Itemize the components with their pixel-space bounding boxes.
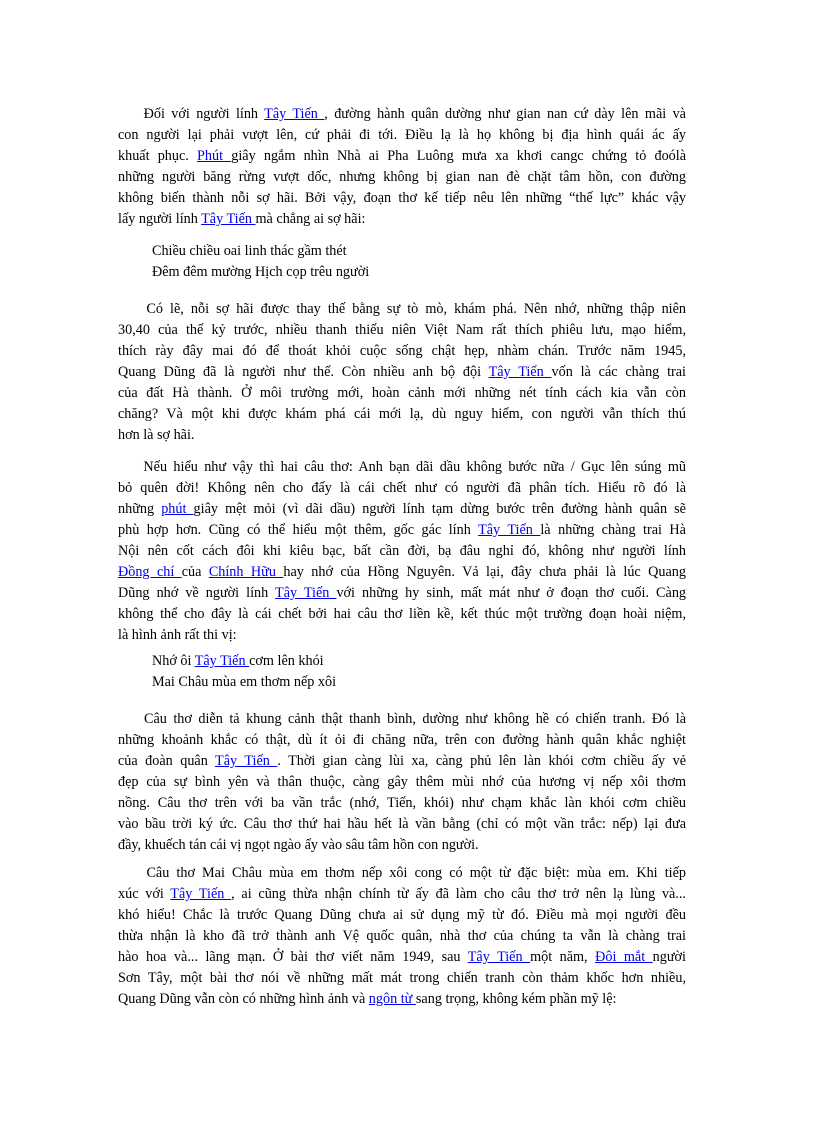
text-line xyxy=(118,905,686,926)
inline-link[interactable]: Tây Tiến xyxy=(467,949,531,965)
paragraph xyxy=(118,709,686,856)
text-line xyxy=(118,425,686,446)
paragraph xyxy=(118,457,686,646)
inline-link[interactable]: Đồng chí xyxy=(118,564,182,580)
text-run: giây mệt mỏi (vì dãi dầu) người lính tạm dừng bước trên đường hành quân sẽ xyxy=(193,501,686,517)
text-line xyxy=(118,362,686,383)
text-run: vào bầu trời ký ức. Câu thơ thứ hai hầu hết là vần bằng (chỉ có một vần trắc: nếp) lại đưa xyxy=(118,816,686,832)
text-run: sang trọng, không kém phần mỹ lệ: xyxy=(415,991,617,1007)
text-run: Nếu hiểu như vậy thì hai câu thơ: Anh bạn dãi dầu không bước nữa / Gục lên súng mũ xyxy=(118,459,686,475)
text-run: . Thời gian càng lùi xa, càng phủ lên làn khói cơm chiều ấy vẻ xyxy=(277,753,686,769)
text-line xyxy=(118,167,686,188)
text-line xyxy=(118,520,686,541)
inline-link[interactable]: Tây Tiến xyxy=(215,753,278,769)
text-run: 30,40 của thế kỷ trước, nhiều thanh thiếu niên Việt Nam rất thích phiêu lưu, mạo hiểm, xyxy=(118,322,686,338)
text-run: Có lẽ, nỗi sợ hãi được thay thế bằng sự tò mò, khám phá. Nên nhớ, những thập niên xyxy=(118,301,686,317)
text-run: một năm, xyxy=(530,949,596,965)
text-run: Đêm đêm mường Hịch cọp trêu người xyxy=(152,264,370,280)
text-line xyxy=(118,604,686,625)
paragraph xyxy=(118,104,686,230)
text-run: là hình ảnh rất thi vị: xyxy=(118,627,237,643)
text-line xyxy=(152,672,336,693)
text-run: chăng? Và một khi được khám phá cái mới lạ, dù nguy hiểm, con người vẫn thích thú xyxy=(118,406,686,422)
text-run: lấy người lính xyxy=(118,211,202,227)
poem-verse xyxy=(152,651,336,693)
text-run: của xyxy=(181,564,209,580)
text-line xyxy=(118,404,686,425)
text-run: bỏ quên đời! Không nên cho đấy là cái chết như có người đã phân tích. Hiểu rõ đó là xyxy=(118,480,686,496)
text-line xyxy=(118,968,686,989)
text-run: những xyxy=(118,501,162,517)
text-run: của đất Hà thành. Ở môi trường mới, hoàn cảnh mới những nét tính cách kia vẫn còn xyxy=(118,385,686,401)
text-run: với những hy sinh, mất mát như ở đoạn thơ cuối. Càng xyxy=(336,585,687,601)
text-run: Mai Châu mùa em thơm nếp xôi xyxy=(152,674,337,690)
text-line xyxy=(118,814,686,835)
text-run: khó hiểu! Chắc là trước Quang Dũng chưa ai sử dụng mỹ từ đó. Điều mà mọi người đều xyxy=(118,907,686,923)
text-run: không biến thành nỗi sợ hãi. Bởi vậy, đoạn thơ kế tiếp nêu lên những “thế lực” khác vậy xyxy=(118,190,686,206)
text-run: giây ngắm nhìn Nhà ai Pha Luông mưa xa khơi cangc chứng tỏ đoólà xyxy=(231,148,686,164)
text-line xyxy=(118,835,686,856)
inline-link[interactable]: Tây Tiến xyxy=(275,585,337,601)
inline-link[interactable]: Tây Tiến xyxy=(201,211,256,227)
text-line xyxy=(118,989,686,1010)
text-line xyxy=(118,863,686,884)
poem-verse xyxy=(152,241,369,283)
text-line xyxy=(118,947,686,968)
text-run: người xyxy=(652,949,686,965)
text-run: Quang Dũng vẫn còn có những hình ảnh và xyxy=(118,991,369,1007)
text-line xyxy=(118,541,686,562)
paragraph xyxy=(118,299,686,446)
text-run: xúc với xyxy=(118,886,171,902)
text-line xyxy=(152,241,369,262)
text-line xyxy=(118,457,686,478)
text-line xyxy=(152,651,336,672)
text-run: vốn là các chàng trai xyxy=(551,364,686,380)
text-run: Câu thơ diễn tả khung cảnh thật thanh bình, dường như không hề có chiến tranh. Đó là xyxy=(118,711,686,727)
text-run: , đường hành quân dường như gian nan cứ dày lên mãi và xyxy=(324,106,686,122)
text-run: thích rày đây mai đó để thoát khỏi cuộc sống chật hẹp, nhàm chán. Trước năm 1945, xyxy=(118,343,686,359)
text-line xyxy=(152,262,369,283)
text-line xyxy=(118,125,686,146)
text-run: Nhớ ôi xyxy=(152,653,195,669)
text-run: Sơn Tây, một bài thơ nói về những mất mát trong chiến tranh còn thảm khốc hơn nhiều, xyxy=(118,970,686,986)
text-line xyxy=(118,299,686,320)
text-line xyxy=(118,583,686,604)
text-line xyxy=(118,625,686,646)
text-line xyxy=(118,104,686,125)
paragraph xyxy=(118,863,686,1010)
inline-link[interactable]: Phút xyxy=(197,148,232,164)
text-run: đầy, khuếch tán cái vị ngọt ngào ấy vào sâu tâm hồn con người. xyxy=(118,837,479,853)
text-run: những khoảnh khắc có thật, dù ít ỏi đi chăng nữa, trên con đường hành quân khắc nghiệt xyxy=(118,732,686,748)
inline-link[interactable]: ngôn từ xyxy=(368,991,416,1007)
text-run: hay nhớ của Hồng Nguyên. Vả lại, đây chưa phải là lúc Quang xyxy=(283,564,686,580)
text-run: mà chẳng ai sợ hãi: xyxy=(255,211,366,227)
text-line xyxy=(118,188,686,209)
text-run: là những chàng trai Hà xyxy=(540,522,686,538)
text-line xyxy=(118,793,686,814)
text-run: hào hoa và... lãng mạn. Ở bài thơ viết năm 1949, sau xyxy=(118,949,468,965)
inline-link[interactable]: Tây Tiến xyxy=(478,522,541,538)
text-line xyxy=(118,383,686,404)
text-line xyxy=(118,926,686,947)
inline-link[interactable]: Tây Tiến xyxy=(488,364,552,380)
text-run: những người băng rừng vượt dốc, nhưng không bị gian nan đè chặt tâm hồn, con đường xyxy=(118,169,686,185)
text-run: hơn là sợ hãi. xyxy=(118,427,195,443)
text-line xyxy=(118,499,686,520)
inline-link[interactable]: phút xyxy=(161,501,194,517)
text-line xyxy=(118,562,686,583)
text-run: không thể cho đây là cái chết bởi hai câu thơ liền kề, kết thúc một trường đoạn hoài niệm, xyxy=(118,606,686,622)
text-run: Dũng nhớ về người lính xyxy=(118,585,276,601)
text-line xyxy=(118,772,686,793)
text-line xyxy=(118,209,686,230)
text-run: phù hợp hơn. Cũng có thể hiểu một thêm, gốc gác lính xyxy=(118,522,479,538)
text-run: khuất phục. xyxy=(118,148,198,164)
inline-link[interactable]: Tây Tiến xyxy=(264,106,325,122)
text-line xyxy=(118,341,686,362)
text-run: , ai cũng thừa nhận chính từ ấy đã làm cho câu thơ trở nên lạ lùng và... xyxy=(231,886,686,902)
text-run: nồng. Câu thơ trên với ba vần trắc (nhớ, Tiến, khói) như chạm khắc làn khói cơm chiều xyxy=(118,795,686,811)
text-run: Chiều chiều oai linh thác gầm thét xyxy=(152,243,347,259)
text-run: Đối với người lính xyxy=(118,106,265,122)
text-line xyxy=(118,146,686,167)
text-line xyxy=(118,751,686,772)
inline-link[interactable]: Chính Hữu xyxy=(208,564,284,580)
text-line xyxy=(118,730,686,751)
inline-link[interactable]: Đôi mắt xyxy=(595,949,653,965)
text-line xyxy=(118,884,686,905)
text-run: thừa nhận là kho đã trở thành anh Vệ quốc quân, nhà thơ của chúng ta vẫn là chàng trai xyxy=(118,928,686,944)
text-run: con người lại phải vượt lên, cứ phải đi tới. Điều lạ là họ không bị địa hình quái ác ấy xyxy=(118,127,686,143)
inline-link[interactable]: Tây Tiến xyxy=(170,886,232,902)
text-run: Câu thơ Mai Châu mùa em thơm nếp xôi cong có một từ đặc biệt: mùa em. Khi tiếp xyxy=(118,865,686,881)
text-run: Nội nên cốt cách đôi khi kiêu bạc, bất cần đời, bạ đâu nghỉ đó, không như người lính xyxy=(118,543,686,559)
text-line xyxy=(118,320,686,341)
inline-link[interactable]: Tây Tiến xyxy=(194,653,250,669)
text-line xyxy=(118,709,686,730)
text-line xyxy=(118,478,686,499)
text-run: đẹp của sự bình yên và thân thuộc, càng gây thêm mùi nhớ của hương vị nếp xôi thơm xyxy=(118,774,686,790)
text-run: cơm lên khói xyxy=(249,653,324,669)
text-run: Quang Dũng đã là người như thế. Còn nhiều anh bộ đội xyxy=(118,364,489,380)
text-run: của đoàn quân xyxy=(118,753,216,769)
